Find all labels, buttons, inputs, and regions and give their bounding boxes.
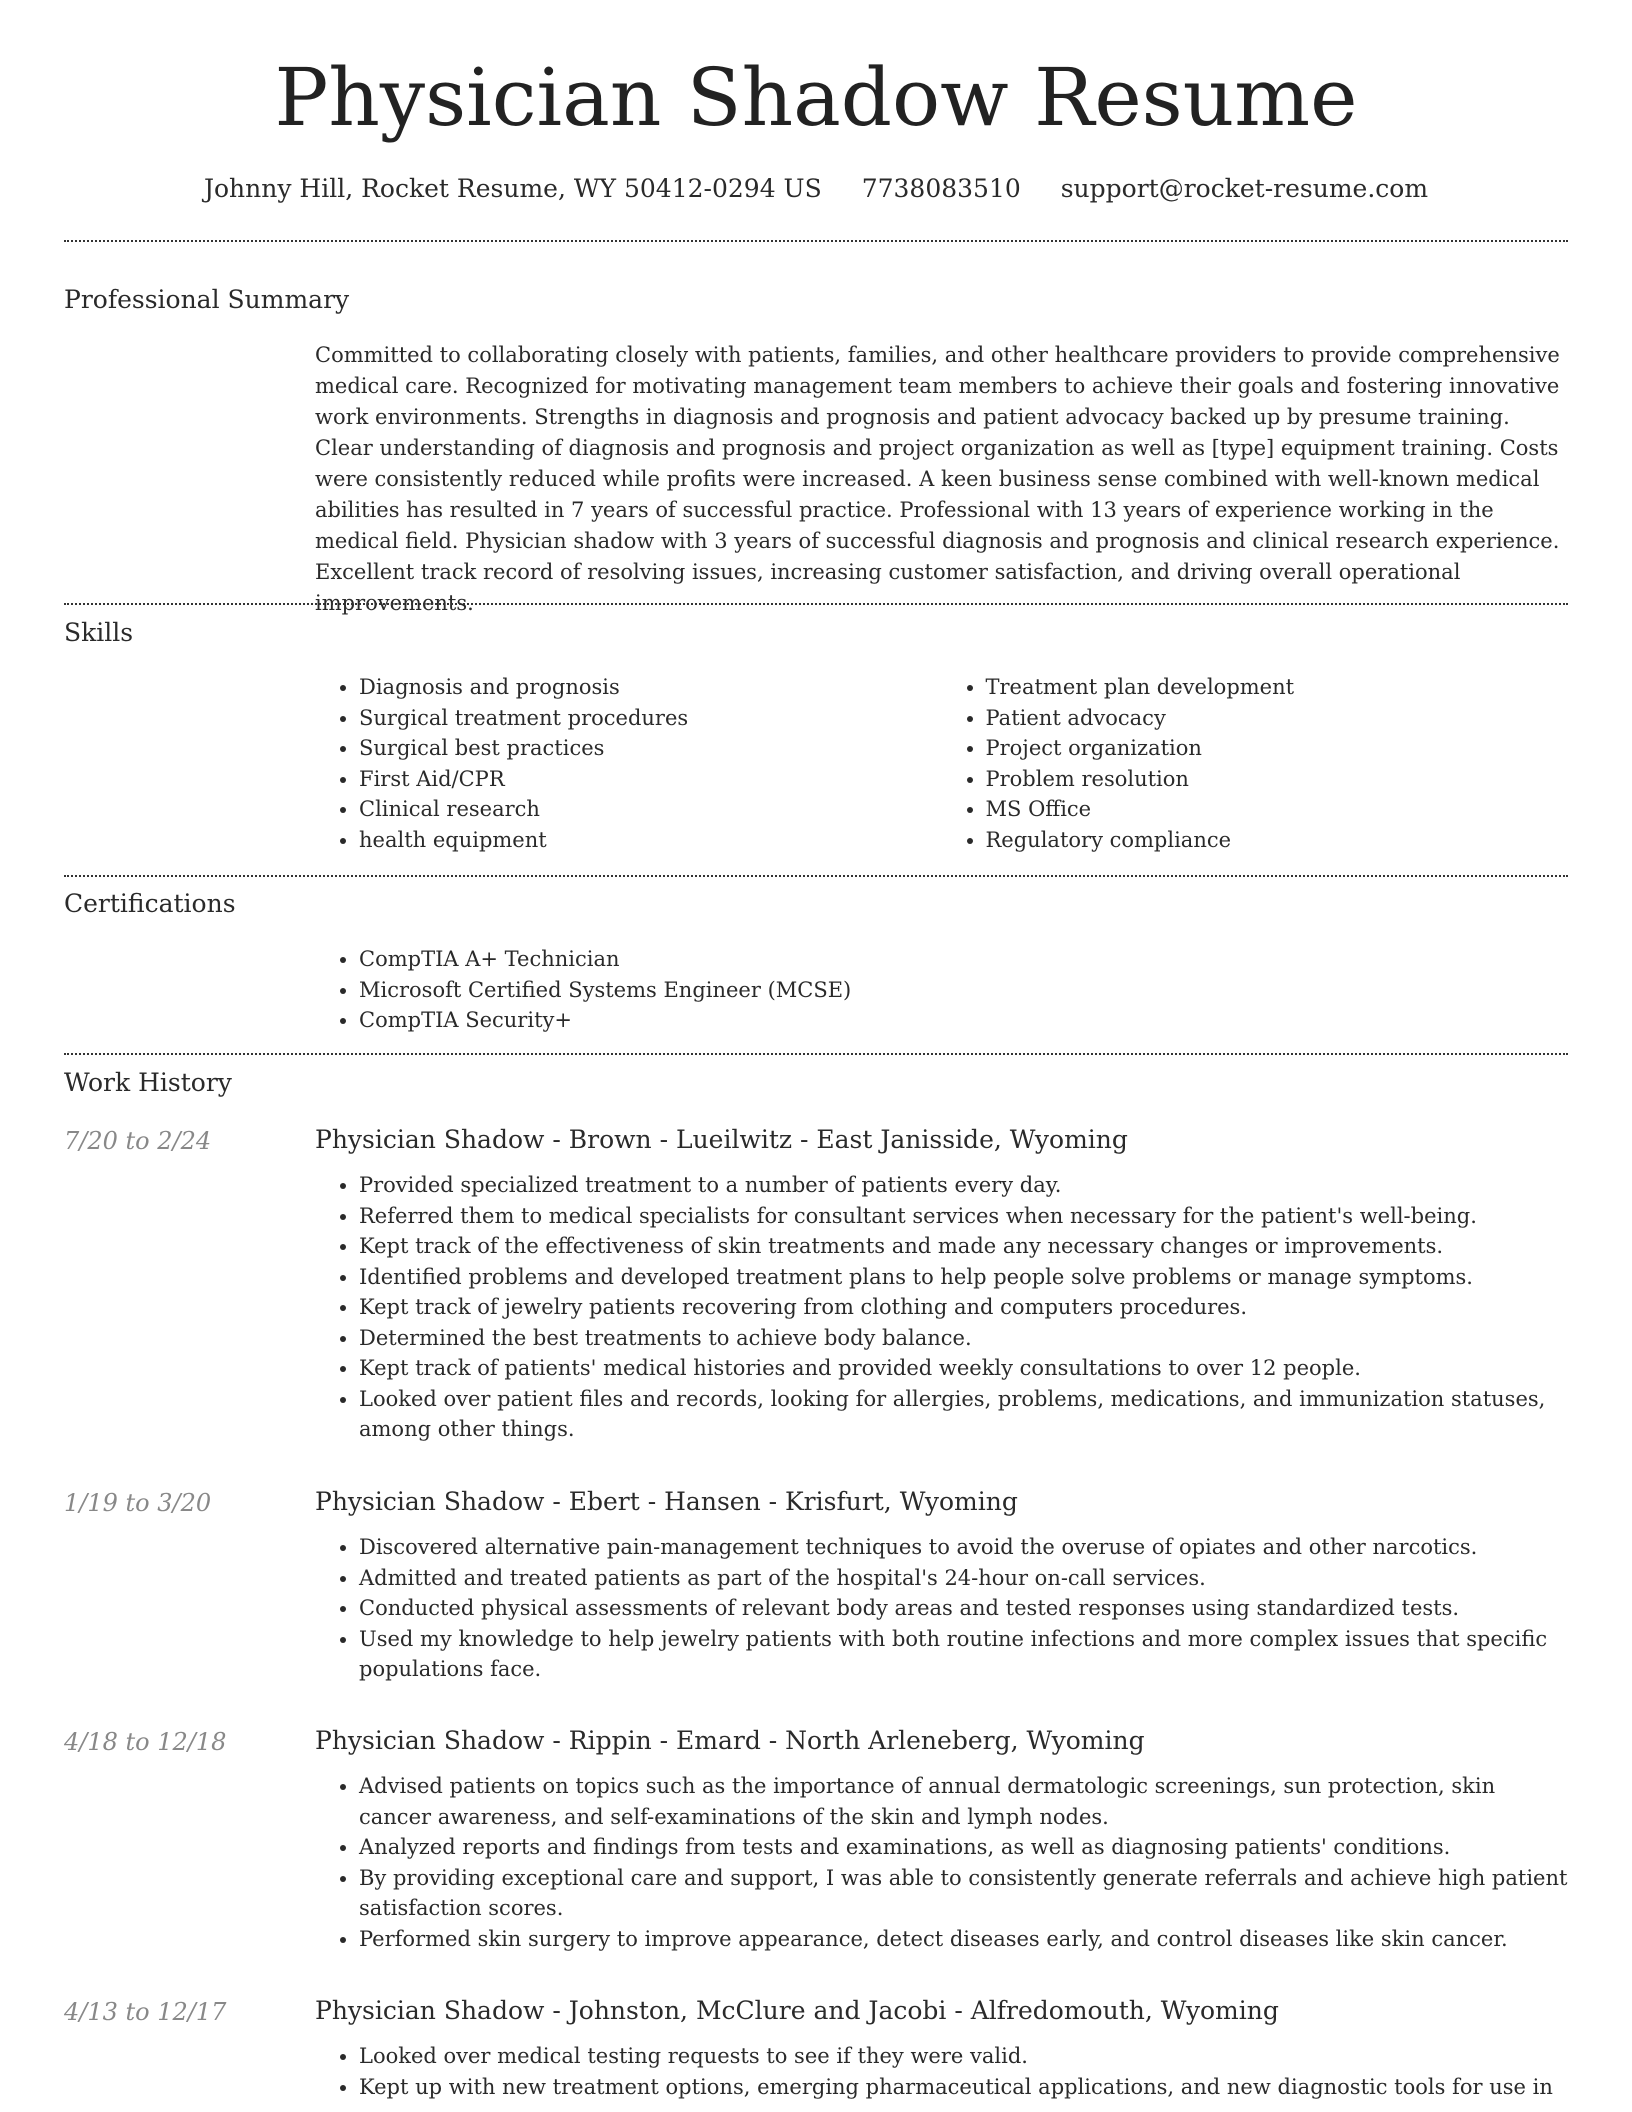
skill-item: • Surgical best practices [359, 733, 942, 764]
resume-title: Physician Shadow Resume [274, 51, 1358, 144]
summary-text: Committed to collaborating closely with patients, families, and other healthcare providers to provide comprehensive medical care. Recognized for motivating management team members to achieve their goals and fostering innovative work environments. Strengths in diagnosis and prognosis and patient advocacy backed up by presume training. Clear understanding of diagnosis and prognosis and project organization as well as [type] equipment training. Costs were consistently reduced while profits were increased. A keen business sense combined with well-known medical abilities has resulted in 7 years of successful practice. Professional with 13 years of experience working in the medical field. Physician shadow with 3 years of successful diagnosis and prognosis and clinical research experience. Excellent track record of resolving issues, increasing customer satisfaction, and driving overall operational improvements. [315, 343, 1560, 615]
skill-item: • health equipment [359, 825, 942, 856]
job-bullet: • Referred them to medical specialists for consultant services when necessary for the patient's well-being. [359, 1201, 1568, 1232]
job-title: Physician Shadow - Johnston, McClure and Jacobi - Alfredomouth, Wyoming [315, 1996, 1279, 2025]
job-bullet: • Kept track of jewelry patients recovering from clothing and computers procedures. [359, 1292, 1568, 1323]
job-bullet: • Kept track of patients' medical histories and provided weekly consultations to over 12 people. [359, 1353, 1568, 1384]
skills-list-right [942, 672, 1569, 855]
divider [64, 875, 1568, 877]
job-bullet: • Kept up with new treatment options, emerging pharmaceutical applications, and new diagnostic tools for use in [359, 2072, 1568, 2103]
job-title: Physician Shadow - Brown - Lueilwitz - East Janisside, Wyoming [315, 1125, 1128, 1154]
skill-item: • Diagnosis and prognosis [359, 672, 942, 703]
certifications-block [315, 944, 1568, 1036]
job-bullet: • Advised patients on topics such as the importance of annual dermatologic screenings, sun protection, skin cancer awareness, and self-examinations of the skin and lymph nodes. [359, 1771, 1568, 1832]
contact-phone: 7738083510 [861, 174, 1021, 203]
skills-list-left [315, 672, 942, 855]
job-bullet: • Kept track of the effectiveness of skin treatments and made any necessary changes or improvements. [359, 1231, 1568, 1262]
job-date: 4/18 to 12/18 [64, 1728, 227, 1756]
divider [64, 1053, 1568, 1055]
job-date: 1/19 to 3/20 [64, 1489, 212, 1517]
skill-item: • First Aid/CPR [359, 764, 942, 795]
job-bullet: • Analyzed reports and findings from tests and examinations, as well as diagnosing patients' conditions. [359, 1832, 1568, 1863]
job-bullet: • Identified problems and developed treatment plans to help people solve problems or manage symptoms. [359, 1262, 1568, 1293]
skill-item: • Clinical research [359, 794, 942, 825]
section-title-certifications: Certifications [64, 889, 236, 918]
skill-item: • Regulatory compliance [986, 825, 1569, 856]
skill-item: • Surgical treatment procedures [359, 703, 942, 734]
skill-item: • MS Office [986, 794, 1569, 825]
section-title-work-history: Work History [64, 1068, 232, 1097]
job-bullet: • Admitted and treated patients as part of the hospital's 24-hour on-call services. [359, 1563, 1568, 1594]
job-title: Physician Shadow - Ebert - Hansen - Krisfurt, Wyoming [315, 1487, 1018, 1516]
section-title-skills: Skills [64, 618, 134, 647]
job-bullet: • Discovered alternative pain-management techniques to avoid the overuse of opiates and other narcotics. [359, 1532, 1568, 1563]
summary-block [315, 340, 1568, 619]
job-bullet: • Performed skin surgery to improve appearance, detect diseases early, and control diseases like skin cancer. [359, 1924, 1568, 1955]
skill-item: • Patient advocacy [986, 703, 1569, 734]
job-title: Physician Shadow - Rippin - Emard - North Arleneberg, Wyoming [315, 1726, 1145, 1755]
skill-item: • Treatment plan development [986, 672, 1569, 703]
job-bullets [315, 1771, 1568, 1954]
job-entry [315, 1124, 1568, 1445]
contact-address: Johnny Hill, Rocket Resume, WY 50412-0294 US [203, 174, 822, 203]
contact-line [0, 172, 1632, 206]
job-date: 7/20 to 2/24 [64, 1127, 212, 1155]
job-bullets [315, 1170, 1568, 1445]
job-bullet: • Used my knowledge to help jewelry patients with both routine infections and more complex issues that specific populations face. [359, 1624, 1568, 1685]
job-entry [315, 1725, 1568, 1954]
contact-email: support@rocket-resume.com [1060, 174, 1429, 203]
divider [64, 603, 1568, 605]
job-date: 4/13 to 12/17 [64, 1998, 227, 2026]
job-bullet: • Looked over medical testing requests to see if they were valid. [359, 2041, 1568, 2072]
job-entry [315, 1486, 1568, 1685]
certifications-list [315, 944, 1568, 1036]
job-bullet: • Determined the best treatments to achieve body balance. [359, 1323, 1568, 1354]
job-bullet: • Looked over patient files and records, looking for allergies, problems, medications, and immunization statuses, among other things. [359, 1384, 1568, 1445]
job-bullets [315, 2041, 1568, 2102]
job-bullet: • By providing exceptional care and support, I was able to consistently generate referrals and achieve high patient satisfaction scores. [359, 1863, 1568, 1924]
job-bullet: • Provided specialized treatment to a number of patients every day. [359, 1170, 1568, 1201]
divider [64, 240, 1568, 242]
job-bullet: • Conducted physical assessments of relevant body areas and tested responses using standardized tests. [359, 1593, 1568, 1624]
skill-item: • Project organization [986, 733, 1569, 764]
job-entry [315, 1995, 1568, 2102]
certification-item: • CompTIA A+ Technician [359, 944, 1568, 975]
certification-item: • CompTIA Security+ [359, 1005, 1568, 1036]
job-bullets [315, 1532, 1568, 1685]
section-title-summary: Professional Summary [64, 285, 350, 314]
certification-item: • Microsoft Certified Systems Engineer (MCSE) [359, 975, 1568, 1006]
skills-block [315, 672, 1568, 855]
skill-item: • Problem resolution [986, 764, 1569, 795]
